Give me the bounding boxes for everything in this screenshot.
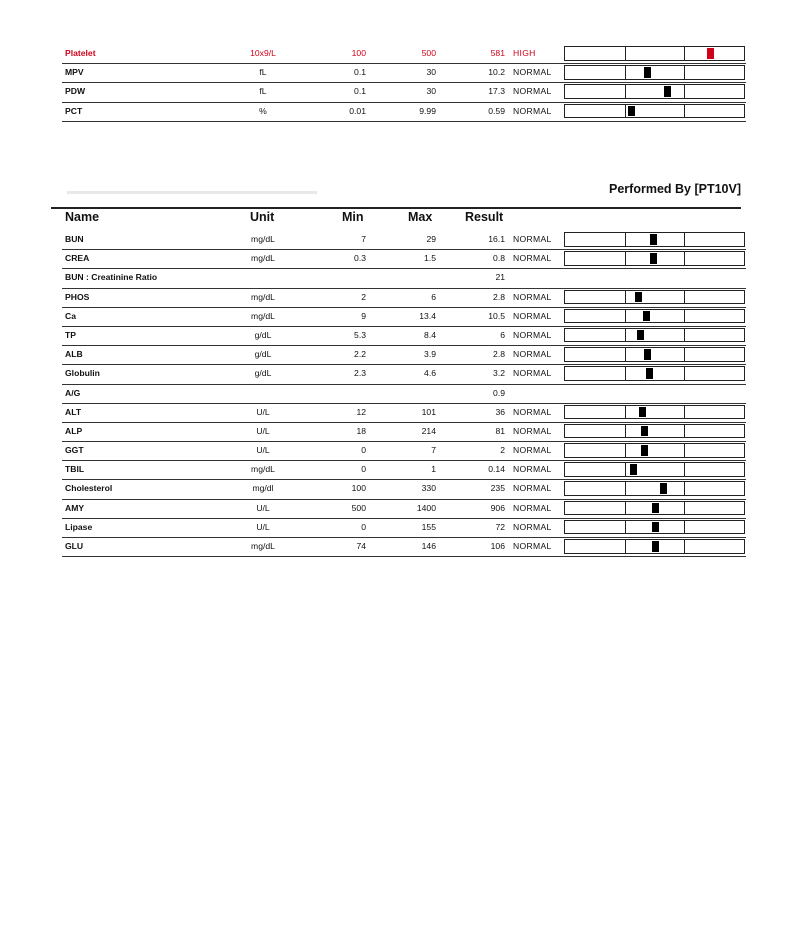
status-flag: NORMAL xyxy=(513,502,552,513)
max-value: 155 xyxy=(421,521,436,532)
min-value: 2.2 xyxy=(354,349,366,360)
range-gauge xyxy=(564,46,745,61)
status-flag: NORMAL xyxy=(513,105,552,116)
gauge-marker xyxy=(664,86,671,97)
result-value: 0.8 xyxy=(493,253,505,264)
test-name: Globulin xyxy=(65,368,100,379)
column-headers xyxy=(62,210,562,228)
min-value: 0 xyxy=(361,521,366,532)
test-name: Platelet xyxy=(65,48,96,58)
max-value: 9.99 xyxy=(419,105,436,116)
gauge-divider xyxy=(625,502,626,515)
max-value: 8.4 xyxy=(424,329,436,340)
gauge-divider xyxy=(684,521,685,534)
status-flag: NORMAL xyxy=(513,329,552,340)
unit: mg/dL xyxy=(251,464,275,475)
range-gauge xyxy=(564,309,745,324)
unit: U/L xyxy=(256,445,270,456)
max-value: 1400 xyxy=(416,502,436,513)
performed-by: Performed By [PT10V] xyxy=(609,182,741,196)
range-gauge xyxy=(564,481,745,496)
test-name: TP xyxy=(65,329,76,340)
gauge-divider xyxy=(625,105,626,118)
gauge-divider xyxy=(625,329,626,342)
min-value: 74 xyxy=(356,541,366,551)
min-value: 0.3 xyxy=(354,253,366,264)
max-value: 101 xyxy=(421,406,436,417)
gauge-marker xyxy=(650,234,657,245)
gauge-divider xyxy=(684,367,685,380)
gauge-divider xyxy=(625,367,626,380)
result-value: 0.14 xyxy=(488,464,505,475)
status-flag: NORMAL xyxy=(513,67,552,78)
gauge-divider xyxy=(625,66,626,79)
result-value: 36 xyxy=(495,406,505,417)
table-row xyxy=(62,64,746,83)
unit: g/dL xyxy=(254,329,272,340)
unit: mg/dL xyxy=(251,253,275,264)
range-gauge xyxy=(564,328,745,343)
status-flag: NORMAL xyxy=(513,368,552,379)
gauge-marker xyxy=(707,48,714,59)
table-row xyxy=(62,500,746,519)
test-name: PCT xyxy=(65,105,83,116)
table-row xyxy=(62,250,746,269)
status-flag: NORMAL xyxy=(513,464,552,475)
table-row xyxy=(62,519,746,538)
gauge-divider xyxy=(625,348,626,361)
gauge-divider xyxy=(625,85,626,98)
min-value: 2 xyxy=(361,291,366,302)
range-gauge xyxy=(564,424,745,439)
gauge-marker xyxy=(650,253,657,264)
gauge-marker xyxy=(660,483,667,494)
unit: 10x9/L xyxy=(250,48,276,58)
test-name: BUN : Creatinine Ratio xyxy=(65,272,158,283)
result-value: 235 xyxy=(490,483,505,494)
unit: fL xyxy=(259,86,267,97)
max-value: 30 xyxy=(426,67,436,78)
status-flag: NORMAL xyxy=(513,541,552,551)
min-value: 0 xyxy=(361,445,366,456)
status-flag: NORMAL xyxy=(513,483,552,494)
table-row xyxy=(62,269,746,288)
gauge-divider xyxy=(684,406,685,419)
gauge-divider xyxy=(684,66,685,79)
status-flag: NORMAL xyxy=(513,425,552,436)
range-gauge xyxy=(564,520,745,535)
col-result-header: Result xyxy=(465,210,504,224)
table-row xyxy=(62,385,746,404)
range-gauge xyxy=(564,84,745,99)
min-value: 0 xyxy=(361,464,366,475)
result-value: 17.3 xyxy=(488,86,505,97)
range-gauge xyxy=(564,443,745,458)
result-value: 10.5 xyxy=(488,310,505,321)
gauge-divider xyxy=(684,47,685,60)
unit: mg/dL xyxy=(251,541,275,551)
table-row xyxy=(62,327,746,346)
col-unit-header: Unit xyxy=(250,210,275,224)
test-name: AMY xyxy=(65,502,85,513)
table-row xyxy=(62,308,746,327)
hematology-table xyxy=(62,45,746,122)
range-gauge xyxy=(564,251,745,266)
result-value: 16.1 xyxy=(488,234,505,244)
section-header xyxy=(51,182,741,209)
result-value: 106 xyxy=(490,541,505,551)
result-value: 0.9 xyxy=(493,387,505,398)
status-flag: NORMAL xyxy=(513,86,552,97)
table-row xyxy=(62,346,746,365)
test-name: A/G xyxy=(65,387,81,398)
gauge-divider xyxy=(625,406,626,419)
result-value: 906 xyxy=(490,502,505,513)
min-value: 2.3 xyxy=(354,368,366,379)
unit: U/L xyxy=(256,406,270,417)
max-value: 4.6 xyxy=(424,368,436,379)
test-name: PDW xyxy=(65,86,86,97)
range-gauge xyxy=(564,405,745,420)
table-row xyxy=(62,231,746,250)
max-value: 29 xyxy=(426,234,436,244)
gauge-marker xyxy=(644,67,651,78)
gauge-divider xyxy=(625,463,626,476)
gauge-marker xyxy=(628,106,635,117)
gauge-marker xyxy=(652,503,659,514)
col-name-header: Name xyxy=(65,210,100,224)
test-name: ALP xyxy=(65,425,83,436)
gauge-divider xyxy=(684,85,685,98)
result-value: 2.8 xyxy=(493,349,505,360)
result-value: 2 xyxy=(500,445,505,456)
max-value: 13.4 xyxy=(419,310,436,321)
table-row xyxy=(62,423,746,442)
gauge-divider xyxy=(684,310,685,323)
test-name: GGT xyxy=(65,445,84,456)
test-name: Ca xyxy=(65,310,76,321)
range-gauge xyxy=(564,539,745,554)
status-flag: NORMAL xyxy=(513,349,552,360)
table-row xyxy=(62,461,746,480)
gauge-marker xyxy=(630,464,637,475)
gauge-divider xyxy=(684,482,685,495)
max-value: 3.9 xyxy=(424,349,436,360)
max-value: 30 xyxy=(426,86,436,97)
status-flag: NORMAL xyxy=(513,406,552,417)
test-name: Lipase xyxy=(65,521,93,532)
max-value: 330 xyxy=(421,483,436,494)
status-flag: NORMAL xyxy=(513,310,552,321)
range-gauge xyxy=(564,501,745,516)
range-gauge xyxy=(564,232,745,247)
unit: mg/dL xyxy=(251,234,275,244)
max-value: 146 xyxy=(421,541,436,551)
gauge-marker xyxy=(639,407,646,418)
max-value: 1 xyxy=(431,464,436,475)
status-flag: NORMAL xyxy=(513,445,552,456)
table-row xyxy=(62,404,746,423)
min-value: 7 xyxy=(361,234,366,244)
gauge-divider xyxy=(625,540,626,553)
unit: g/dL xyxy=(254,349,272,360)
min-value: 9 xyxy=(361,310,366,321)
result-value: 581 xyxy=(490,48,505,58)
test-name: TBIL xyxy=(65,464,85,475)
status-flag: NORMAL xyxy=(513,291,552,302)
gauge-marker xyxy=(646,368,653,379)
range-gauge xyxy=(564,104,745,119)
range-gauge xyxy=(564,347,745,362)
redacted-section-title xyxy=(67,191,317,194)
gauge-marker xyxy=(637,330,644,341)
status-flag: NORMAL xyxy=(513,521,552,532)
gauge-divider xyxy=(625,47,626,60)
test-name: ALT xyxy=(65,406,82,417)
col-min-header: Min xyxy=(342,210,364,224)
gauge-divider xyxy=(625,482,626,495)
min-value: 0.1 xyxy=(354,86,366,97)
gauge-divider xyxy=(625,252,626,265)
status-flag: NORMAL xyxy=(513,234,552,244)
test-name: CREA xyxy=(65,253,90,264)
chemistry-table xyxy=(62,231,746,557)
gauge-divider xyxy=(684,291,685,304)
gauge-divider xyxy=(684,348,685,361)
gauge-divider xyxy=(625,291,626,304)
result-value: 21 xyxy=(495,272,505,283)
unit: mg/dL xyxy=(251,291,275,302)
gauge-marker xyxy=(641,445,648,456)
result-value: 3.2 xyxy=(493,368,505,379)
gauge-marker xyxy=(652,541,659,552)
test-name: MPV xyxy=(65,67,84,78)
gauge-marker xyxy=(652,522,659,533)
result-value: 2.8 xyxy=(493,291,505,302)
gauge-divider xyxy=(684,502,685,515)
min-value: 100 xyxy=(351,48,366,58)
table-row xyxy=(62,538,746,557)
gauge-divider xyxy=(684,540,685,553)
max-value: 6 xyxy=(431,291,436,302)
result-value: 72 xyxy=(495,521,505,532)
max-value: 1.5 xyxy=(424,253,436,264)
min-value: 100 xyxy=(351,483,366,494)
unit: mg/dl xyxy=(252,483,274,494)
unit: mg/dL xyxy=(251,310,275,321)
test-name: PHOS xyxy=(65,291,90,302)
min-value: 18 xyxy=(356,425,366,436)
result-value: 6 xyxy=(500,329,505,340)
result-value: 10.2 xyxy=(488,67,505,78)
max-value: 214 xyxy=(421,425,436,436)
unit: U/L xyxy=(256,502,270,513)
range-gauge xyxy=(564,462,745,477)
range-gauge xyxy=(564,65,745,80)
result-value: 0.59 xyxy=(488,105,505,116)
gauge-divider xyxy=(625,521,626,534)
gauge-divider xyxy=(684,105,685,118)
table-row xyxy=(62,480,746,499)
gauge-marker xyxy=(635,292,642,303)
gauge-divider xyxy=(625,233,626,246)
unit: U/L xyxy=(256,425,270,436)
gauge-divider xyxy=(684,444,685,457)
table-row xyxy=(62,45,746,64)
min-value: 0.1 xyxy=(354,67,366,78)
gauge-marker xyxy=(641,426,648,437)
min-value: 500 xyxy=(351,502,366,513)
range-gauge xyxy=(564,290,745,305)
table-row xyxy=(62,442,746,461)
test-name: GLU xyxy=(65,541,84,551)
gauge-divider xyxy=(684,252,685,265)
unit: U/L xyxy=(256,521,270,532)
unit: g/dL xyxy=(254,368,272,379)
max-value: 7 xyxy=(431,445,436,456)
test-name: Cholesterol xyxy=(65,483,113,494)
gauge-divider xyxy=(684,425,685,438)
gauge-divider xyxy=(684,233,685,246)
min-value: 12 xyxy=(356,406,366,417)
status-flag: HIGH xyxy=(513,48,536,58)
gauge-divider xyxy=(684,329,685,342)
test-name: BUN xyxy=(65,234,84,244)
gauge-divider xyxy=(625,444,626,457)
range-gauge xyxy=(564,366,745,381)
gauge-divider xyxy=(625,310,626,323)
table-row xyxy=(62,365,746,384)
table-row xyxy=(62,103,746,122)
table-row xyxy=(62,289,746,308)
unit: fL xyxy=(259,67,267,78)
test-name: ALB xyxy=(65,349,83,360)
max-value: 500 xyxy=(421,48,436,58)
min-value: 5.3 xyxy=(354,329,366,340)
unit: % xyxy=(259,105,267,116)
gauge-marker xyxy=(643,311,650,322)
gauge-divider xyxy=(684,463,685,476)
table-row xyxy=(62,83,746,102)
status-flag: NORMAL xyxy=(513,253,552,264)
min-value: 0.01 xyxy=(349,105,366,116)
gauge-divider xyxy=(625,425,626,438)
result-value: 81 xyxy=(495,425,505,436)
col-max-header: Max xyxy=(408,210,433,224)
gauge-marker xyxy=(644,349,651,360)
